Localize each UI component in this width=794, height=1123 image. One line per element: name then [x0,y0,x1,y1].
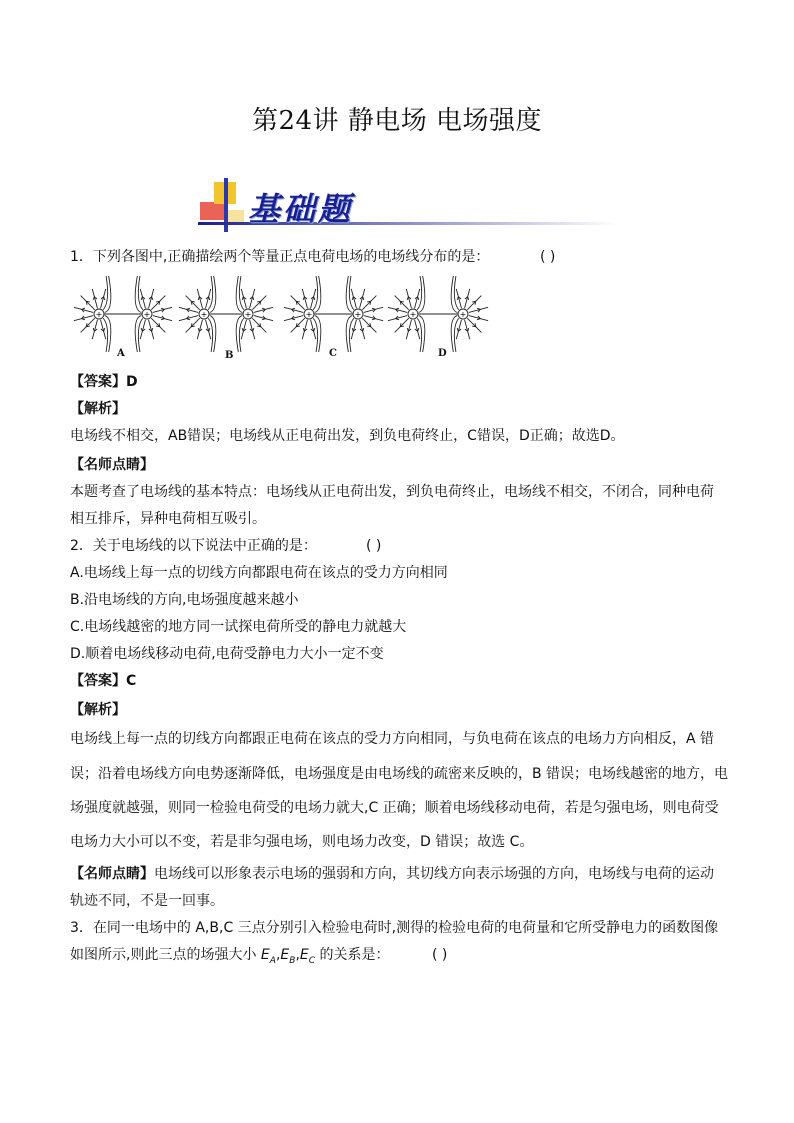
page-title: 第24讲 静电场 电场强度 [251,106,543,136]
q2-analysis-line2: 误；沿着电场线方向电势逐渐降低，电场强度是由电场线的疏密来反映的，B 错误；电场线越密的地方，电 [70,766,729,782]
charge-sign: + [95,310,103,319]
q1-answer-paren: ( ) [540,249,556,265]
charge-sign: + [143,310,151,319]
banner-text: 基础题 [248,190,354,228]
q2-option-d: D.顺着电场线移动电荷,电荷受静电力大小一定不变 [70,646,384,662]
field-ea: $E_A$ [260,947,276,966]
q2-answer-paren: ( ) [366,538,382,554]
charge-sign: + [244,310,252,319]
q1-answer: 【答案】D [70,374,138,390]
field-eb: $E_B$ [280,947,296,966]
q2-option-c: C.电场线越密的地方同一试探电荷所受的静电力就越大 [70,619,407,635]
q2-option-a: A.电场线上每一点的切线方向都跟电荷在该点的受力方向相同 [70,565,448,581]
q2-option-b: B.沿电场线的方向,电场强度越来越小 [70,592,299,608]
q1-stem: 1．下列各图中,正确描绘两个等量正点电荷电场的电场线分布的是： [70,249,490,265]
figure-label-d: D [438,348,447,359]
q2-tip-line2: 轨迹不同，不是一回事。 [70,893,224,909]
q1-analysis-heading: 【解析】 [70,401,126,417]
q2-tip [70,864,714,884]
q1-tip-line2: 相互排斥，异种电荷相互吸引。 [70,511,266,527]
q2-analysis-line4: 电场力大小可以不变，若是非匀强电场，则电场力改变，D 错误；故选 C。 [70,834,534,850]
q1-tip-heading: 【名师点睛】 [70,457,154,473]
figure-label-a: A [117,348,125,359]
charge-sign: + [305,310,313,319]
q1-tip-line1: 本题考查了电场线的基本特点：电场线从正电荷出发，到负电荷终止，电场线不相交，不闭合，同种电荷 [70,484,714,500]
q1-analysis: 电场线不相交，AB错误；电场线从正电荷出发，到负电荷终止，C错误，D正确；故选D。 [70,428,625,444]
charge-sign: + [200,310,208,319]
q2-analysis-heading: 【解析】 [70,702,126,718]
q3-stem-line1: 3．在同一电场中的 A,B,C 三点分别引入检验电荷时,测得的检验电荷的电荷量和它所受静电力的函数图像 [70,920,719,936]
q3-stem-pre: 如图所示,则此三点的场强大小 [70,947,261,963]
q2-analysis-line3: 场强度就越强，则同一检验电荷受的电场力就大,C 正确；顺着电场线移动电荷，若是匀强电场，则电荷受 [70,800,719,816]
q2-answer: 【答案】C [70,673,137,689]
section-banner [198,178,618,234]
figure-label-b: B [225,350,234,361]
q1-figure [70,272,490,364]
charge-sign: + [409,310,417,319]
q3-answer-paren: ( ) [432,947,448,963]
charge-sign: + [354,310,362,319]
field-ec: $E_C$ [299,947,316,966]
q2-stem: 2．关于电场线的以下说法中正确的是： [70,538,317,554]
field-lines-diagram [70,272,490,364]
q2-analysis-line1: 电场线上每一点的切线方向都跟正电荷在该点的受力方向相同，与负电荷在该点的电场力方向相反，A 错 [70,731,715,747]
q3-stem-post: 的关系是： [315,947,390,963]
q2-tip-line1: 电场线可以形象表示电场的强弱和方向，其切线方向表示场强的方向，电场线与电荷的运动 [154,866,714,882]
figure-label-c: C [329,348,337,359]
q2-tip-heading: 【名师点睛】 [70,866,154,882]
q3-stem-line2: 如图所示,则此三点的场强大小 $E_A,E_B,E_C$ 的关系是： [70,947,390,966]
charge-sign: + [459,310,467,319]
